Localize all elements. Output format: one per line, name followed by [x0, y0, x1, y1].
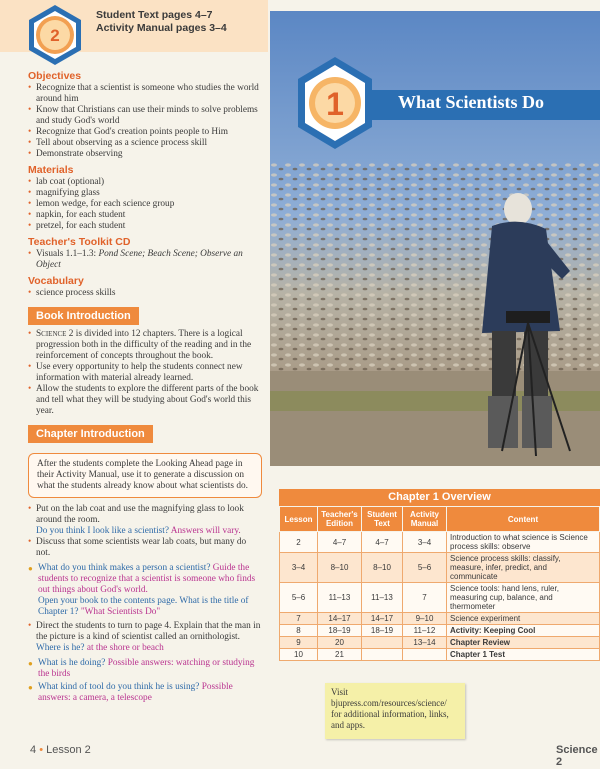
table-cell: 11–12	[403, 625, 447, 637]
answer: "What Scientists Do"	[80, 607, 161, 617]
lamp-icon: ●	[28, 683, 33, 692]
discussion-question	[28, 563, 262, 618]
list-item: • pretzel, for each student	[28, 221, 262, 232]
book-title: Science 2	[36, 329, 74, 339]
table-cell: Introduction to what science is Science process skills: observe	[447, 532, 600, 553]
instruction: Open your book to the contents page.	[38, 596, 178, 606]
answer: at the shore or beach	[86, 643, 164, 653]
list-item	[28, 249, 262, 271]
table-row	[280, 532, 600, 553]
toolkit-list	[28, 249, 262, 271]
list-item: • magnifying glass	[28, 188, 262, 199]
overview-title: Chapter 1 Overview	[279, 489, 600, 506]
left-column	[28, 70, 262, 704]
table-cell: 9–10	[403, 613, 447, 625]
table-cell: Activity: Keeping Cool	[447, 625, 600, 637]
table-cell: 11–13	[362, 583, 403, 613]
table-cell: 13–14	[403, 637, 447, 649]
list-item: • Recognize that a scientist is someone who studies the world around him	[28, 83, 262, 105]
list-item-text: Put on the lab coat and use the magnifying glass to look around the room.	[36, 504, 244, 525]
lesson-badge	[27, 3, 83, 67]
objectives-list	[28, 83, 262, 160]
table-cell: 18–19	[362, 625, 403, 637]
page-references	[96, 9, 227, 35]
lamp-icon: ●	[28, 659, 33, 668]
list-item	[28, 537, 262, 559]
list-item-text: Direct the students to turn to page 4. Explain that the man in the picture is a kind of scientist called an ornithologist.	[36, 621, 261, 642]
table-cell: 8–10	[318, 553, 362, 583]
table-cell: 5–6	[280, 583, 318, 613]
footer-book-title: Science 2	[556, 744, 598, 768]
objectives-heading: Objectives	[28, 70, 82, 82]
table-cell: 20	[318, 637, 362, 649]
table-cell: 11–13	[318, 583, 362, 613]
table-cell: Science tools: hand lens, ruler, measuring cup, balance, and thermometer	[447, 583, 600, 613]
column-header: Content	[447, 507, 600, 532]
table-cell: 8	[280, 625, 318, 637]
chapter-intro-box: After the students complete the Looking Ahead page in their Activity Manual, use it to generate a discussion on what the students already know about what scientists do.	[28, 453, 262, 498]
chapter-intro-list	[28, 504, 262, 559]
page-number: 4	[30, 744, 37, 756]
column-header: Activity Manual	[403, 507, 447, 532]
chapter-badge	[296, 55, 374, 151]
table-cell: 4–7	[318, 532, 362, 553]
list-item-text: is divided into 12 chapters. There is a logical progression both in the difficulty of the reading and in the reinforcement of concepts throughout the book.	[36, 329, 252, 361]
table-row	[280, 649, 600, 661]
table-cell: Chapter 1 Test	[447, 649, 600, 661]
table-cell: 9	[280, 637, 318, 649]
sticky-note: Visit bjupress.com/resources/science/ for additional information, links, and apps.	[325, 683, 465, 739]
chapter-title: What Scientists Do	[398, 92, 545, 112]
table-row	[280, 637, 600, 649]
table-row	[280, 625, 600, 637]
question: What is he doing?	[38, 658, 106, 668]
chapter-intro-heading: Chapter Introduction	[28, 425, 153, 443]
answer: Answers will vary.	[170, 526, 241, 536]
visuals-titles: Pond Scene; Beach Scene; Observe an Object	[36, 249, 243, 270]
book-intro-list	[28, 329, 262, 417]
table-cell: 18–19	[318, 625, 362, 637]
vocabulary-list	[28, 288, 262, 299]
lamp-icon: ●	[28, 564, 33, 573]
table-cell: 21	[318, 649, 362, 661]
lesson-number: 2	[50, 26, 60, 45]
table-row	[280, 583, 600, 613]
list-item: • napkin, for each student	[28, 210, 262, 221]
table-cell: 7	[403, 583, 447, 613]
question: Where is he?	[36, 643, 85, 653]
question: What do you think makes a person a scientist?	[38, 563, 211, 573]
toolkit-heading: Teacher's Toolkit CD	[28, 236, 131, 248]
question: What kind of tool do you think he is using?	[38, 682, 200, 692]
table-row	[280, 553, 600, 583]
chapter-intro-list-2	[28, 621, 262, 654]
table-cell	[362, 649, 403, 661]
column-header: Lesson	[280, 507, 318, 532]
table-cell: 7	[280, 613, 318, 625]
list-item: • Tell about observing as a science process skill	[28, 138, 262, 149]
table-cell: 8–10	[362, 553, 403, 583]
list-item: • Allow the students to explore the different parts of the book and tell what they will be studying about God's world this year.	[28, 384, 262, 417]
visuals-prefix: Visuals 1.1–1.3:	[36, 249, 99, 259]
table-cell: Science process skills: classify, measure, infer, predict, and communicate	[447, 553, 600, 583]
list-item: • Recognize that God's creation points people to Him	[28, 127, 262, 138]
chapter-number: 1	[326, 86, 344, 122]
list-item: • Demonstrate observing	[28, 149, 262, 160]
list-item: • science process skills	[28, 288, 262, 299]
materials-heading: Materials	[28, 164, 74, 176]
table-cell: 5–6	[403, 553, 447, 583]
answer: Possible answers: watching or studying the birds	[38, 658, 255, 679]
table-cell	[403, 649, 447, 661]
list-item: • Know that Christians can use their minds to solve problems and study God's world	[28, 105, 262, 127]
chapter-overview	[279, 489, 600, 661]
list-item: • Use every opportunity to help the students connect new information with material already learned.	[28, 362, 262, 384]
separator-dot: •	[39, 744, 44, 756]
table-cell	[362, 637, 403, 649]
list-item: • lab coat (optional)	[28, 177, 262, 188]
table-row	[280, 613, 600, 625]
footer-left	[30, 744, 91, 756]
list-item	[28, 504, 262, 537]
table-cell: 3–4	[403, 532, 447, 553]
table-cell: 14–17	[318, 613, 362, 625]
column-header: Teacher's Edition	[318, 507, 362, 532]
overview-table	[279, 506, 600, 661]
discussion-question	[28, 658, 262, 680]
table-cell: 14–17	[362, 613, 403, 625]
book-intro-heading: Book Introduction	[28, 307, 139, 325]
table-cell: 10	[280, 649, 318, 661]
list-item	[28, 329, 262, 362]
footer-lesson: Lesson 2	[46, 744, 91, 756]
vocabulary-heading: Vocabulary	[28, 275, 84, 287]
table-cell: 2	[280, 532, 318, 553]
table-cell: 4–7	[362, 532, 403, 553]
overview-body	[280, 532, 600, 661]
answer: Guide the students to recognize that a scientist is someone who finds out things about God's world.	[38, 563, 256, 595]
question: What is the title of Chapter 1?	[38, 596, 249, 617]
student-text-ref: Student Text pages 4–7	[96, 9, 213, 21]
list-item: • lemon wedge, for each science group	[28, 199, 262, 210]
table-cell: 3–4	[280, 553, 318, 583]
activity-manual-ref: Activity Manual pages 3–4	[96, 22, 227, 34]
materials-list	[28, 177, 262, 232]
list-item-text: Discuss that some scientists wear lab coats, but many do not.	[36, 537, 247, 558]
question: Do you think I look like a scientist?	[36, 526, 169, 536]
table-header-row	[280, 507, 600, 532]
discussion-question	[28, 682, 262, 704]
list-item	[28, 621, 262, 654]
table-cell: Science experiment	[447, 613, 600, 625]
answer: Possible answers: a camera, a telescope	[38, 682, 233, 703]
column-header: Student Text	[362, 507, 403, 532]
table-cell: Chapter Review	[447, 637, 600, 649]
